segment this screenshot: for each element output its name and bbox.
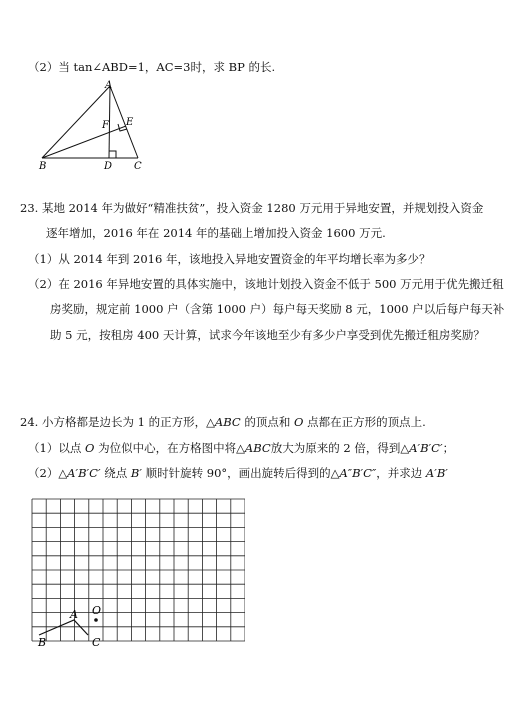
triangle-figure xyxy=(30,78,160,170)
q24-part1-g: ； xyxy=(442,441,455,455)
q24-part2-g: ，并求边 xyxy=(376,466,426,480)
label-E: E xyxy=(126,117,134,128)
grid-label-C: C xyxy=(92,636,101,649)
q24-part2-a: （2）△ xyxy=(28,466,68,480)
q24-part2-e: 顺时针旋转 90°，画出旋转后得到的△ xyxy=(141,466,340,480)
q24-part1-d: △ABC xyxy=(236,441,271,455)
q24-part2-b: A′B′C′ xyxy=(67,466,101,480)
q24-part1-a: （1）以点 xyxy=(28,441,85,455)
q23-part2-line3: 助 5 元，按租房 400 天计算，试求今年该地至少有多少户享受到优先搬迁租房奖励？ xyxy=(50,328,485,342)
q24-line1-e: 点都在正方形的顶点上. xyxy=(303,415,426,429)
grid-label-O: O xyxy=(92,604,102,617)
q24-part1-e: 放大为原来的 2 倍，得到△ xyxy=(270,441,410,455)
q24-line1-b: △ABC xyxy=(206,415,241,429)
q23-line2: 逐年增加，2016 年在 2014 年的基础上增加投入资金 1600 万元. xyxy=(46,226,386,240)
q24-part2-h: A′B′ xyxy=(425,466,448,480)
q24-part1 xyxy=(28,440,454,456)
q24-part2 xyxy=(28,465,448,481)
q24-part1-f: A′B′C′ xyxy=(409,441,443,455)
q22-part2-text: （2）当 tan∠ABD=1，AC=3时，求 BP 的长. xyxy=(28,60,276,74)
label-F: F xyxy=(102,120,109,131)
label-A: A xyxy=(105,80,113,91)
q24-part2-c: 绕点 xyxy=(100,466,131,480)
label-D: D xyxy=(104,161,113,170)
q24-line1 xyxy=(20,414,426,430)
q23-part1: （1）从 2014 年到 2016 年，该地投入异地安置资金的年平均增长率为多少？ xyxy=(28,252,431,266)
q24-part2-f: A″B′C″ xyxy=(339,466,377,480)
label-C: C xyxy=(134,161,142,170)
q23-part2-line1: （2）在 2016 年异地安置的具体实施中，该地计划投入资金不低于 500 万元用于优先搬迁租 xyxy=(28,277,504,291)
q24-line1-d: O xyxy=(294,415,304,429)
q23-part2-line2: 房奖励，规定前 1000 户（含第 1000 户）每户每天奖励 8 元，1000 户以后每户每天补 xyxy=(50,302,505,316)
q23-line1: 23. 某地 2014 年为做好“精准扶贫”，投入资金 1280 万元用于异地安置，并规划投入资金 xyxy=(20,201,484,215)
q24-part1-b: O xyxy=(84,441,95,455)
q24-line1-a: 24. 小方格都是边长为 1 的正方形， xyxy=(20,415,207,429)
grid-label-A: A xyxy=(70,608,78,621)
point-O xyxy=(94,618,98,622)
q24-line1-c: 的顶点和 xyxy=(240,415,295,429)
label-B: B xyxy=(39,161,47,170)
grid-label-B: B xyxy=(38,636,47,649)
q24-part1-c: 为位似中心，在方格图中将 xyxy=(94,441,237,455)
square-grid xyxy=(20,492,245,652)
q24-part2-d: B′ xyxy=(130,466,142,480)
